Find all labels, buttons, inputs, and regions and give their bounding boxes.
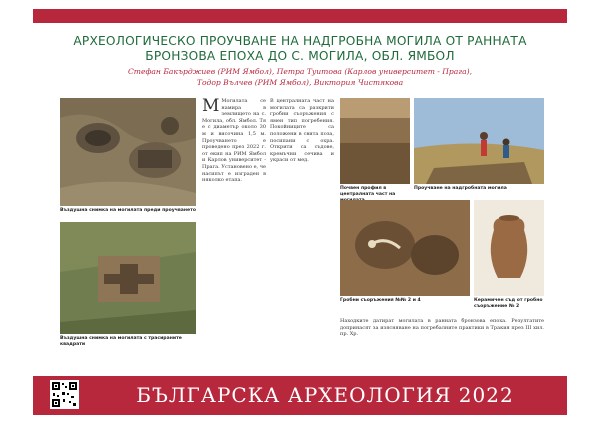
photo-vessel: [474, 200, 544, 296]
text-column-2: [270, 98, 334, 368]
caption-soil: Почвен профил в централната част на: [340, 186, 396, 197]
qr-code-icon[interactable]: [50, 380, 79, 409]
footer-title: БЪЛГАРСКА АРХЕОЛОГИЯ 2022: [136, 383, 514, 407]
column-3-text: Находките датират могилата в ранната бронзова епоха. Резултатите допринасят за изясняване на погребалните практики в Тракия през III хил. пр. Хр.: [340, 318, 544, 338]
drop-cap: М: [202, 98, 220, 116]
column-1-text: Могилата се намира в землището на с. Могила, обл. Ямбол. Тя е с диаметър около 30 м и височина 1,5 м. Проучването е проведено през 2022 г. от екип на РИМ Ямбол и Карлов университет - Прага. Установено е, че насипът е изграден в няколко етапа.: [202, 98, 266, 184]
photo-aerial: [60, 98, 196, 206]
photo-excavation: [414, 98, 544, 184]
text-column-1: [202, 98, 266, 368]
poster-title: АРХЕОЛОГИЧЕСКО ПРОУЧВАНЕ НА НАДГРОБНА МОГИЛА ОТ РАННАТА БРОНЗОВА ЕПОХА ДО С. МОГИЛА, ОБЛ. ЯМБОЛ: [73, 34, 527, 63]
caption-burial: Гробни съоръжения №№ 2 и 4: [340, 298, 421, 303]
authors-line-1: Стефан Бакърджиев (РИМ Ямбол), Петра Туитова (Карлов университет - Прага),: [127, 67, 473, 76]
photo-aerial-2: [60, 222, 196, 334]
photo-soil: [340, 98, 410, 184]
authors-line-2: Тодор Вълчев (РИМ Ямбол), Виктория Чистякова: [196, 77, 404, 87]
caption-aerial-2: Въздушна снимка на могилата с трасираните квадрати: [60, 336, 182, 347]
authors: [40, 67, 560, 88]
top-bar: [33, 9, 567, 23]
caption-excavation: Проучване на надгробната могила: [414, 186, 507, 191]
text-column-3: [340, 318, 544, 368]
column-2-text: В централната част на могилата са разкрити гробни съоръжения с ямен тип погребения. Покойниците са положени в свита поза, посипани с охра. Открити са съдове, кремъчни сечива и украси от мед.: [270, 98, 334, 164]
caption-vessel: Керамичен съд от гробно съоръжение № 2: [474, 298, 543, 309]
photo-burial: [340, 200, 470, 296]
caption-aerial: Въздушна снимка на могилата преди проучването: [60, 208, 196, 213]
